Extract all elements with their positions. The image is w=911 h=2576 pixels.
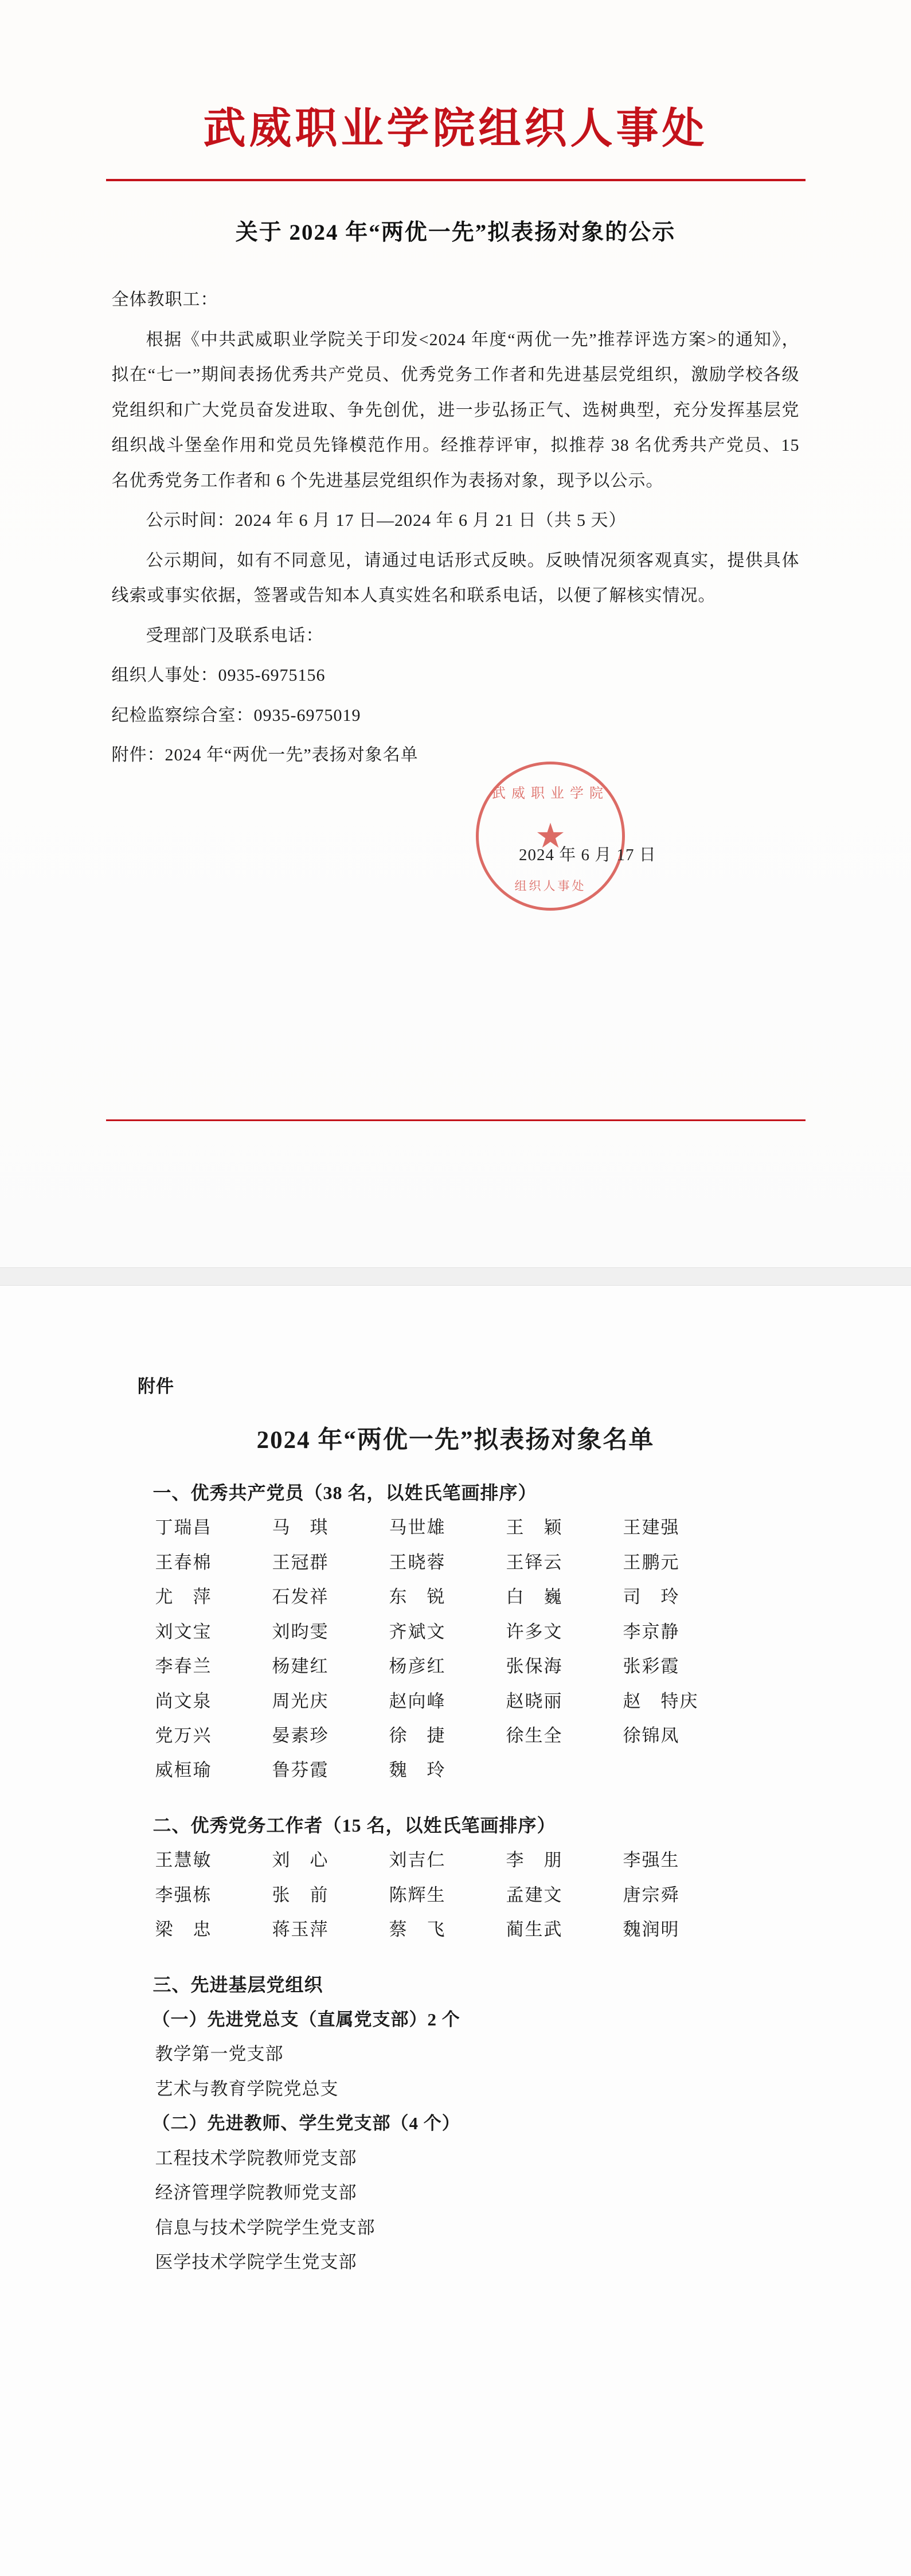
list-item: 工程技术学院教师党支部	[155, 2148, 357, 2168]
list-item: 鲁芬霞	[272, 1760, 329, 1781]
list-item: 赵向峰	[389, 1691, 446, 1711]
document-header	[0, 0, 911, 181]
list-item: 党万兴	[155, 1726, 212, 1746]
list-item: 蒋玉萍	[272, 1919, 329, 1940]
list-item: 李强栋	[155, 1884, 212, 1905]
document-body	[112, 282, 800, 773]
page-divider	[0, 1267, 911, 1286]
list-item: 晏素珍	[272, 1726, 329, 1746]
list-item: 许多文	[506, 1621, 563, 1642]
paragraph-contact-heading: 受理部门及联系电话：	[146, 626, 324, 645]
list-item: 陈辉生	[389, 1884, 446, 1905]
list-item: 东 锐	[389, 1587, 446, 1607]
list-item: 张 前	[272, 1884, 329, 1905]
list-item: 信息与技术学院学生党支部	[155, 2217, 376, 2238]
list-item: 赵 特庆	[623, 1691, 699, 1711]
section-3-heading: 三、先进基层党组织	[153, 1974, 323, 1995]
section-outstanding-party-members	[135, 1475, 777, 1788]
list-item: 司 玲	[623, 1587, 680, 1607]
section-1-name-grid	[155, 1511, 740, 1788]
list-item: 王慧敏	[155, 1850, 212, 1871]
section-1-heading: 一、优秀共产党员（38 名，以姓氏笔画排序）	[153, 1482, 537, 1503]
paragraph-1: 根据《中共武威职业学院关于印发<2024 年度“两优一先”推荐评选方案>的通知》，拟在“七一”期间表扬优秀共产党员、优秀党务工作者和先进基层党组织，激励学校各级党组织和广大党员奋发进取、争先创优，进一步弘扬正气、选树典型，充分发挥基层党组织战斗堡垒作用和党员先锋模范作用。经推荐评审，拟推荐 38 名优秀共产党员、15 名优秀党务工作者和 6 个先进基层党组织作为表扬对象，现予以公示。	[111, 330, 800, 490]
contact-discipline-office: 纪检监察综合室：0935-6975019	[111, 705, 361, 725]
list-item: 尤 萍	[155, 1587, 212, 1607]
contact-personnel-office: 组织人事处：0935-6975156	[111, 666, 326, 685]
list-item: 杨建红	[272, 1656, 329, 1677]
section-outstanding-party-workers	[135, 1808, 777, 1947]
document-title: 关于 2024 年“两优一先”拟表扬对象的公示	[235, 220, 676, 245]
list-item: 杨彦红	[389, 1656, 446, 1677]
list-item: 王 颖	[506, 1517, 563, 1538]
list-item: 王冠群	[272, 1552, 329, 1572]
list-item: 魏 玲	[389, 1760, 446, 1781]
list-item: 徐生全	[506, 1726, 563, 1746]
section-3-sub-2-heading: （二）先进教师、学生党支部（4 个）	[152, 2113, 460, 2134]
list-item: 李春兰	[155, 1656, 212, 1677]
list-item: 唐宗舜	[623, 1884, 680, 1905]
document-page-1	[0, 0, 911, 1267]
list-item: 徐 捷	[389, 1726, 446, 1746]
organization-title: 武威职业学院组织人事处	[203, 106, 708, 153]
list-item: 李 朋	[506, 1850, 563, 1871]
list-item: 刘 心	[272, 1850, 329, 1871]
list-item: 梁 忠	[155, 1919, 212, 1940]
list-item: 徐锦凤	[623, 1726, 680, 1746]
list-item: 张彩霞	[623, 1656, 680, 1677]
list-item: 齐斌文	[389, 1621, 446, 1642]
list-item: 马世雄	[389, 1517, 446, 1538]
header-red-rule	[106, 179, 806, 181]
list-item: 王建强	[623, 1517, 680, 1538]
paragraph-publicity-period: 公示时间：2024 年 6 月 17 日—2024 年 6 月 21 日（共 5 天）	[146, 511, 627, 530]
list-item: 孟建文	[506, 1884, 563, 1905]
list-item: 刘吉仁	[389, 1850, 446, 1871]
attachment-reference: 附件：2024 年“两优一先”表扬对象名单	[111, 746, 419, 765]
list-item: 威桓瑜	[155, 1760, 212, 1781]
document-page-2	[0, 1286, 911, 2576]
seal-bottom-text: 组织人事处	[514, 879, 587, 893]
section-2-name-grid	[155, 1843, 740, 1947]
list-item: 周光庆	[272, 1691, 329, 1711]
list-item: 白 巍	[506, 1587, 563, 1607]
list-item: 尚文泉	[155, 1691, 212, 1711]
footer-red-rule	[106, 1119, 806, 1121]
attachment-title: 2024 年“两优一先”拟表扬对象名单	[256, 1427, 655, 1454]
list-item: 医学技术学院学生党支部	[155, 2252, 357, 2273]
list-item: 王晓蓉	[389, 1552, 446, 1572]
list-item: 魏润明	[623, 1919, 680, 1940]
signature-area	[0, 779, 911, 911]
signature-date: 2024 年 6 月 17 日	[519, 845, 656, 864]
list-item: 王春棉	[155, 1552, 212, 1572]
list-item: 王铎云	[506, 1552, 563, 1572]
list-item: 张保海	[506, 1656, 563, 1677]
section-2-heading: 二、优秀党务工作者（15 名，以姓氏笔画排序）	[153, 1814, 556, 1836]
list-item: 经济管理学院教师党支部	[155, 2183, 357, 2203]
list-item: 王鹏元	[623, 1552, 680, 1572]
list-item: 马 琪	[272, 1517, 329, 1538]
official-seal-icon	[476, 762, 625, 911]
list-item: 艺术与教育学院党总支	[155, 2078, 339, 2099]
attachment-label: 附件	[138, 1376, 174, 1396]
list-item: 刘昀雯	[272, 1621, 329, 1642]
list-item: 蔺生武	[506, 1919, 563, 1940]
salutation: 全体教职工：	[111, 290, 218, 310]
section-3-sub-1-heading: （一）先进党总支（直属党支部）2 个	[152, 2009, 460, 2029]
list-item: 刘文宝	[155, 1621, 212, 1642]
list-item: 石发祥	[272, 1587, 329, 1607]
list-item: 丁瑞昌	[155, 1517, 212, 1538]
section-advanced-party-organizations	[135, 1967, 777, 2280]
list-item: 蔡 飞	[389, 1919, 446, 1940]
list-item: 教学第一党支部	[155, 2044, 284, 2064]
paragraph-feedback: 公示期间，如有不同意见，请通过电话形式反映。反映情况须客观真实，提供具体线索或事实依据，签署或告知本人真实姓名和联系电话，以便了解核实情况。	[111, 551, 800, 606]
seal-star-icon: ★	[535, 817, 566, 855]
list-item: 赵晓丽	[506, 1691, 563, 1711]
list-item: 李京静	[623, 1621, 680, 1642]
seal-top-text: 武威职业学院	[492, 786, 609, 801]
list-item: 李强生	[623, 1850, 680, 1871]
